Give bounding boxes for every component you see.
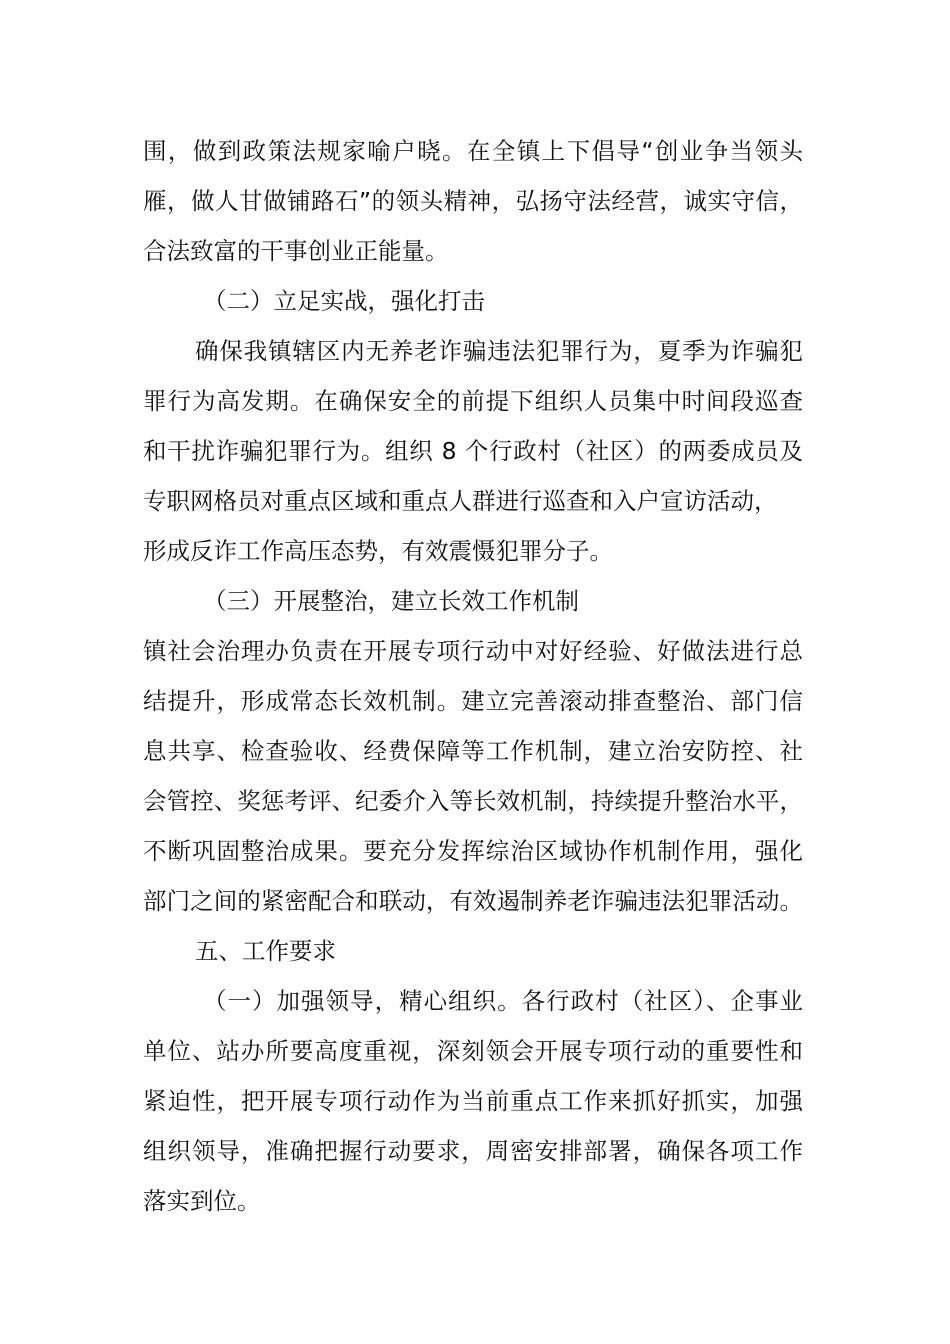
text-line: 组织领导，准确把握行动要求，周密安排部署，确保各项工作 [143,1137,803,1165]
section-heading: （三）开展整治，建立长效工作机制 [203,587,579,615]
text-line: （一）加强领导，精心组织。各行政村（社区）、企事业 [203,987,803,1015]
text-line: 雁，做人甘做铺路石”的领头精神，弘扬守法经营，诚实守信， [143,187,803,215]
text-line: 和干扰诈骗犯罪行为。组织 8 个行政村（社区）的两委成员及 [143,437,803,465]
text-line: 紧迫性，把开展专项行动作为当前重点工作来抓好抓实，加强 [143,1087,803,1115]
text-line: 镇社会治理办负责在开展专项行动中对好经验、好做法进行总 [143,637,803,665]
section-heading: （二）立足实战，强化打击 [203,287,485,315]
text-line: 会管控、奖惩考评、纪委介入等长效机制，持续提升整治水平， [143,787,803,815]
text-line: 形成反诈工作高压态势，有效震慑犯罪分子。 [143,537,613,565]
text-line: 单位、站办所要高度重视，深刻领会开展专项行动的重要性和 [143,1037,803,1065]
text-line: 部门之间的紧密配合和联动，有效遏制养老诈骗违法犯罪活动。 [143,887,803,915]
text-line: 合法致富的干事创业正能量。 [143,237,449,265]
text-line: 罪行为高发期。在确保安全的前提下组织人员集中时间段巡查 [143,387,803,415]
text-line: 确保我镇辖区内无养老诈骗违法犯罪行为，夏季为诈骗犯 [195,337,803,365]
text-line: 结提升，形成常态长效机制。建立完善滚动排查整治、部门信 [143,687,803,715]
text-line: 落实到位。 [143,1187,261,1215]
text-line: 不断巩固整治成果。要充分发挥综治区域协作机制作用，强化 [143,837,803,865]
text-line: 专职网格员对重点区域和重点人群进行巡查和入户宣访活动， [143,487,778,515]
section-heading: 五、工作要求 [195,937,336,965]
document-body [143,126,803,1226]
text-line: 息共享、检查验收、经费保障等工作机制，建立治安防控、社 [143,737,803,765]
text-line: 围，做到政策法规家喻户晓。在全镇上下倡导“创业争当领头 [143,137,803,165]
